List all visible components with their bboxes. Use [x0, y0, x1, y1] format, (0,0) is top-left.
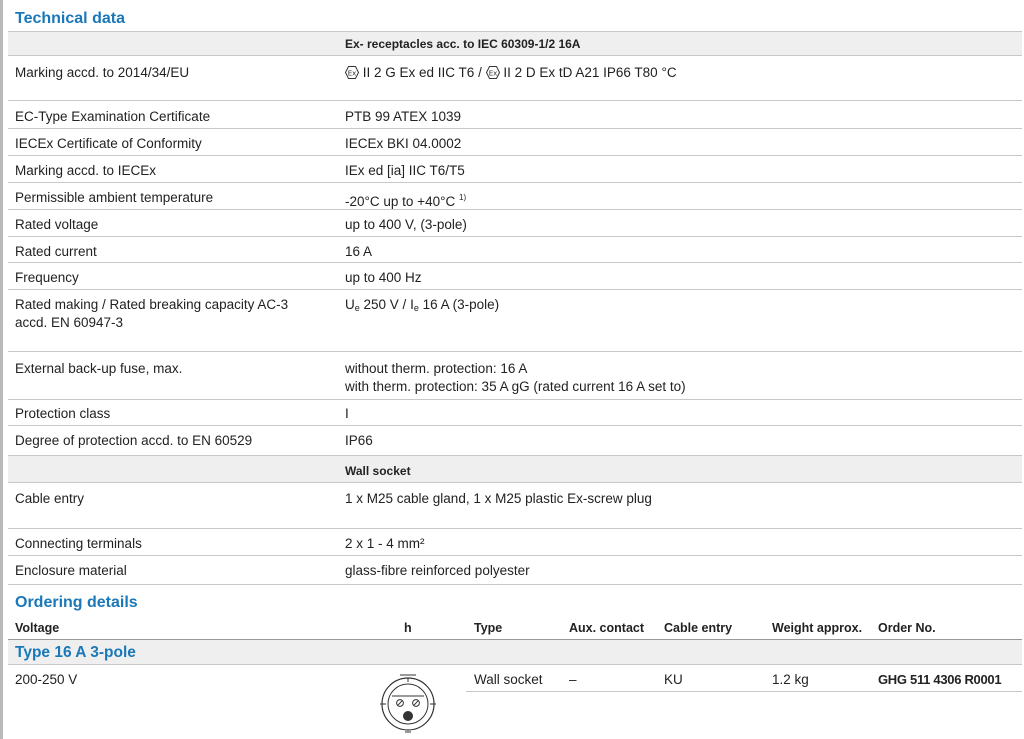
divider [8, 262, 1022, 263]
row-label-atex-marking: Marking accd. to 2014/34/EU [15, 65, 190, 80]
divider [8, 289, 1022, 290]
row-label-backup-fuse: External back-up fuse, max. [15, 361, 183, 376]
row-value-cable-entry: 1 x M25 cable gland, 1 x M25 plastic Ex-screw plug [345, 491, 652, 506]
row-label-rated-current: Rated current [15, 244, 97, 259]
order-cell-weight: 1.2 kg [772, 672, 809, 687]
row-label-ambient-temperature: Permissible ambient temperature [15, 190, 214, 205]
divider [8, 584, 1022, 585]
col-header-type: Type [474, 621, 503, 635]
col-header-order-no: Order No. [878, 621, 936, 635]
divider [8, 425, 1022, 426]
ex-hexagon-icon [345, 66, 359, 79]
divider [8, 209, 1022, 210]
row-value-protection-class: I [345, 406, 349, 421]
svg-text:Ex: Ex [488, 69, 497, 78]
row-value-frequency: up to 400 Hz [345, 270, 422, 285]
divider [8, 55, 1022, 56]
row-value-connecting-terminals: 2 x 1 - 4 mm² [345, 536, 425, 551]
row-label-breaking-capacity-line2: accd. EN 60947-3 [15, 315, 124, 330]
divider [8, 482, 1022, 483]
atex-marking-dust: II 2 D Ex tD A21 IP66 T80 °C [503, 65, 677, 80]
atex-marking-gas: II 2 G Ex ed IIC T6 / [362, 65, 482, 80]
row-label-iecex-certificate: IECEx Certificate of Conformity [15, 136, 202, 151]
group-title-16a-3pole: Type 16 A 3-pole [15, 644, 136, 661]
row-label-enclosure-material: Enclosure material [15, 563, 127, 578]
row-value-rated-current: 16 A [345, 244, 373, 259]
row-label-cable-entry: Cable entry [15, 491, 85, 506]
divider [8, 100, 1022, 101]
divider [466, 691, 1022, 692]
divider [8, 555, 1022, 556]
col-header-voltage: Voltage [15, 621, 60, 635]
row-value-iecex-certificate: IECEx BKI 04.0002 [345, 136, 462, 151]
divider [8, 351, 1022, 352]
row-label-ec-certificate: EC-Type Examination Certificate [15, 109, 211, 124]
ex-hexagon-icon [486, 66, 500, 79]
col-header-cable-entry: Cable entry [664, 621, 733, 635]
row-label-connecting-terminals: Connecting terminals [15, 536, 142, 551]
socket-diagram-icon [372, 666, 444, 739]
row-value-backup-fuse-line2: with therm. protection: 35 A gG (rated current 16 A set to) [345, 379, 686, 394]
row-value-ec-certificate: PTB 99 ATEX 1039 [345, 109, 462, 124]
row-value-enclosure-material: glass-fibre reinforced polyester [345, 563, 530, 578]
order-cell-order-no: GHG 511 4306 R0001 [878, 672, 1002, 687]
order-cell-type: Wall socket [474, 672, 543, 687]
technical-data-title: Technical data [15, 10, 125, 27]
divider [8, 236, 1022, 237]
wall-socket-header: Wall socket [345, 464, 411, 478]
col-header-h: h [404, 621, 412, 635]
datasheet-page [8, 0, 1022, 739]
ordering-details-title: Ordering details [15, 594, 138, 611]
wall-socket-header-band [8, 456, 1022, 482]
order-cell-voltage: 200-250 V [15, 672, 78, 687]
row-value-breaking-capacity: $U_e$ 250 V / $I_e$ 16 A (3-pole) [345, 297, 500, 313]
row-label-degree-of-protection: Degree of protection accd. to EN 60529 [15, 433, 253, 448]
col-header-weight: Weight approx. [772, 621, 863, 635]
column-header: Ex- receptacles acc. to IEC 60309-1/2 16A [345, 37, 581, 51]
divider [8, 182, 1022, 183]
svg-text:Ex: Ex [347, 69, 357, 78]
row-label-breaking-capacity: Rated making / Rated breaking capacity AC-3 [15, 297, 289, 312]
row-label-frequency: Frequency [15, 270, 79, 285]
row-value-atex-marking [345, 64, 677, 81]
row-value-backup-fuse: without therm. protection: 16 A [345, 361, 528, 376]
divider [8, 155, 1022, 156]
row-value-rated-voltage: up to 400 V, (3-pole) [345, 217, 467, 232]
order-cell-aux-contact: – [569, 672, 577, 687]
divider [8, 664, 1022, 665]
row-label-iecex-marking: Marking accd. to IECEx [15, 163, 157, 178]
divider [8, 399, 1022, 400]
col-header-aux-contact: Aux. contact [569, 621, 645, 635]
order-cell-cable-entry: KU [664, 672, 683, 687]
row-value-degree-of-protection: IP66 [345, 433, 373, 448]
divider [8, 528, 1022, 529]
row-label-protection-class: Protection class [15, 406, 111, 421]
footnote-marker: 1) [459, 193, 467, 202]
page-left-border [0, 0, 3, 739]
row-value-iecex-marking: IEx ed [ia] IIC T6/T5 [345, 163, 465, 178]
divider [8, 128, 1022, 129]
group-title-band [8, 640, 1022, 664]
row-label-rated-voltage: Rated voltage [15, 217, 99, 232]
row-value-ambient-temperature: -20°C up to +40°C $^{1)}$ [345, 193, 467, 209]
